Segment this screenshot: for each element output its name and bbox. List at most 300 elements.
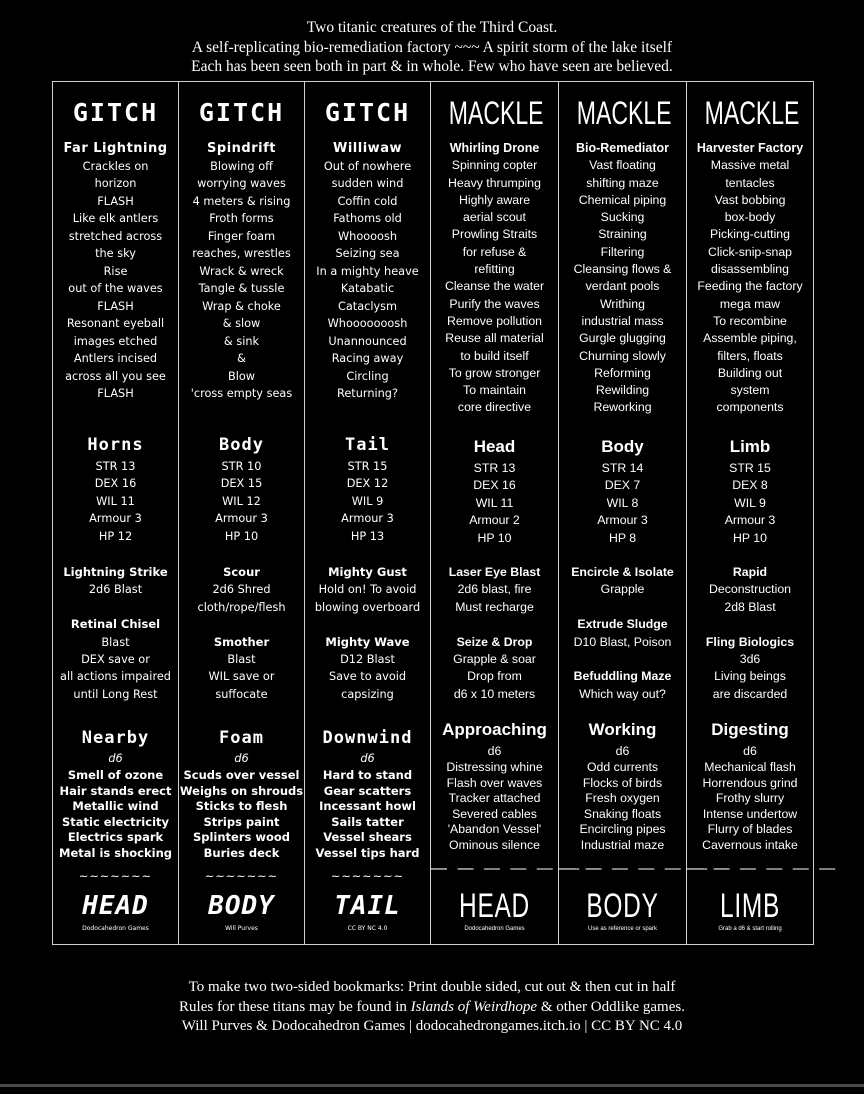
stat-line: STR 14 <box>601 461 644 475</box>
ability-line: blowing overboard <box>314 600 421 614</box>
stat-line: Armour 3 <box>597 513 648 528</box>
ability-line: 2d6 Blast <box>88 583 143 597</box>
description-line: Circling <box>346 369 389 383</box>
creature-name: Williwaw <box>333 141 402 156</box>
description-line: verdant pools <box>585 279 660 294</box>
stat-block <box>431 460 558 547</box>
divider-squiggle: ~~~~~~~ <box>78 870 153 883</box>
part-heading: Tail <box>345 435 390 455</box>
stat-line: DEX 12 <box>346 477 389 491</box>
bookmark-label: HEAD <box>82 891 149 921</box>
bookmark-credit: Will Purves <box>225 925 258 932</box>
description-line: disassembling <box>711 262 789 277</box>
column-title: MACKLE <box>576 95 672 131</box>
ability-line: 2d6 blast, fire <box>457 582 532 597</box>
ability-line: are discarded <box>712 686 788 701</box>
description-line: Whoooosh <box>337 229 398 243</box>
bookmark-column <box>559 82 711 944</box>
ability-line <box>687 616 813 633</box>
roll-table <box>305 726 430 885</box>
stat-line: STR 13 <box>95 460 136 473</box>
roll-table-row: 'Abandon Vessel' <box>447 822 542 836</box>
description-line: Antlers incised <box>73 352 158 365</box>
roll-table-row: Flash over waves <box>446 775 543 790</box>
roll-table-row: Mechanical flash <box>704 760 796 774</box>
ability-name: Encircle & Isolate <box>571 565 674 579</box>
description-line: Highly aware <box>458 192 531 207</box>
bookmark-label: BODY <box>586 887 659 925</box>
ability-line: Deconstruction <box>708 582 792 597</box>
ability-name: Rapid <box>732 565 768 579</box>
stat-line: WIL 11 <box>96 494 135 508</box>
abilities-block <box>559 564 686 703</box>
roll-table-row: Sticks to flesh <box>195 799 288 813</box>
ability-line <box>53 599 178 616</box>
ability-line: Must recharge <box>455 599 534 614</box>
stat-line: Armour 3 <box>89 512 142 526</box>
roll-table-row: Electrics spark <box>67 830 164 844</box>
description-line: Cleanse the water <box>444 279 545 294</box>
description-line: Purify the waves <box>449 296 540 311</box>
description-block <box>179 140 304 403</box>
stat-line: Armour 3 <box>724 513 776 528</box>
footer-line <box>0 998 864 1018</box>
creature-name: Harvester Factory <box>696 141 804 155</box>
description-line: Click-snip-snap <box>707 244 793 259</box>
description-line: Whooooooosh <box>327 317 408 330</box>
stat-line: STR 15 <box>347 460 388 473</box>
description-line: Reforming <box>594 365 651 380</box>
die-label: d6 <box>615 744 630 758</box>
description-line: to build itself <box>460 348 529 363</box>
ability-line: Blast <box>101 635 130 649</box>
roll-table-row: Vessel shears <box>323 830 412 844</box>
column-title: MACKLE <box>448 95 544 131</box>
ability-line: capsizing <box>341 687 394 701</box>
abilities-block <box>305 564 430 703</box>
description-line: Katabatic <box>340 282 395 295</box>
part-heading-block <box>559 436 686 458</box>
description-line: Crackles on <box>82 159 149 173</box>
roll-table-row: Encircling pipes <box>579 822 666 836</box>
roll-table-row: Severed cables <box>452 806 537 821</box>
bookmark-label: LIMB <box>719 887 781 925</box>
bookmark-credit: Dodocahedron Games <box>464 926 525 932</box>
description-line: sudden wind <box>331 177 404 190</box>
die-label: d6 <box>360 752 375 765</box>
stat-block <box>53 458 178 545</box>
stat-line: HP 8 <box>608 530 637 545</box>
description-line: reaches, wrestles <box>192 247 291 260</box>
ability-line: Grapple <box>600 582 645 597</box>
roll-table-title: Foam <box>219 728 264 748</box>
stat-line: HP 10 <box>224 529 259 543</box>
bookmark-credit: CC BY NC 4.0 <box>347 925 388 932</box>
ability-line: 3d6 <box>739 652 761 667</box>
description-line: stretched across <box>68 229 163 243</box>
roll-table-row: Metallic wind <box>72 799 159 813</box>
divider-squiggle: ~~~~~~~ <box>204 870 279 883</box>
description-line: Cleansing flows & <box>573 262 672 277</box>
roll-table-row: Odd currents <box>586 760 659 774</box>
description-line: Assemble piping, <box>703 331 797 346</box>
roll-table-row: Splinters wood <box>192 830 291 844</box>
roll-table-row: Vessel tips hard <box>315 845 420 860</box>
description-line: Churning slowly <box>579 348 666 363</box>
ability-line: Blast <box>227 653 256 667</box>
description-block <box>53 140 178 403</box>
die-label: d6 <box>487 744 502 758</box>
roll-table <box>687 718 839 877</box>
description-line: Unannounced <box>328 334 407 348</box>
roll-table-title: Downwind <box>322 728 413 748</box>
ability-name: Scour <box>223 565 260 579</box>
description-line: mega maw <box>719 296 781 311</box>
description-line: Feeding the factory <box>697 279 803 294</box>
description-line: & slow <box>222 317 261 330</box>
roll-table <box>179 726 304 885</box>
description-line: Spinning copter <box>451 158 538 173</box>
bookmark-footer <box>53 890 178 934</box>
ability-line: 2d6 Shred <box>212 583 271 597</box>
description-line: Vast floating <box>589 158 656 173</box>
creature-name: Whirling Drone <box>449 141 540 155</box>
description-line: Blowing off <box>210 159 273 173</box>
description-line: Reuse all material <box>445 331 544 346</box>
description-line: worrying waves <box>197 177 286 190</box>
roll-table-row: Flocks of birds <box>582 775 663 790</box>
stat-block <box>179 458 304 545</box>
description-line: the sky <box>95 247 136 260</box>
roll-table-row: Sails tatter <box>331 814 404 829</box>
die-label: d6 <box>743 744 757 758</box>
stat-line: WIL 9 <box>734 495 766 510</box>
description-line: refitting <box>474 262 515 277</box>
divider-squiggle: ~~~~~~~ <box>330 870 405 883</box>
part-heading: Body <box>601 437 644 456</box>
description-line: Returning? <box>337 387 398 400</box>
bookmark-footer <box>179 890 304 934</box>
description-line: Filtering <box>600 244 645 259</box>
part-heading-block <box>305 434 430 456</box>
description-line: Straining <box>598 227 647 242</box>
bookmark-column <box>431 82 583 944</box>
description-line: system <box>730 383 770 398</box>
stat-line: DEX 15 <box>220 477 263 491</box>
ability-line <box>559 651 686 668</box>
stat-line: STR 15 <box>729 461 771 475</box>
stat-block <box>305 458 430 545</box>
description-line: Out of nowhere <box>323 159 412 173</box>
stat-line: Armour 3 <box>341 512 394 526</box>
footer-line: To make two two-sided bookmarks: Print double sided, cut out & then cut in half <box>188 979 676 995</box>
part-heading: Limb <box>729 437 771 456</box>
ability-line <box>305 616 430 633</box>
ability-line: Grapple & soar <box>453 652 536 667</box>
ability-line: Hold on! To avoid <box>318 583 417 597</box>
stat-line: WIL 12 <box>222 494 261 508</box>
description-block <box>431 140 558 417</box>
description-line: To grow stronger <box>448 365 541 380</box>
header-line: Each has been seen both in part & in whole. Few who have seen are believed. <box>191 58 673 75</box>
description-line: Fathoms old <box>333 212 402 225</box>
bookmark-column <box>179 82 305 944</box>
part-heading: Horns <box>87 435 144 455</box>
stat-line: HP 13 <box>350 529 385 543</box>
stat-line: DEX 16 <box>473 478 516 493</box>
page-edge-divider <box>0 1084 864 1087</box>
description-line: components <box>716 400 784 415</box>
roll-table-row: Fresh oxygen <box>585 791 660 805</box>
ability-name: Retinal Chisel <box>70 617 161 632</box>
divider-squiggle: — — — — — — <box>559 860 711 877</box>
bookmark-credit: Dodocahedron Games <box>82 925 149 932</box>
description-line: Rise <box>103 264 128 278</box>
description-line: Building out <box>717 365 783 380</box>
part-heading-block <box>431 436 558 458</box>
description-line: Resonant eyeball <box>66 317 165 330</box>
abilities-block <box>687 564 813 703</box>
ability-line: D10 Blast, Poison <box>573 634 672 649</box>
stat-line: WIL 11 <box>475 495 514 510</box>
footer-text: Rules for these titans may be found in <box>179 998 411 1015</box>
ability-line: suffocate <box>215 687 268 701</box>
die-label: d6 <box>108 752 123 765</box>
header-line: Two titanic creatures of the Third Coast. <box>306 19 558 36</box>
description-line: Tangle & tussle <box>198 282 285 295</box>
creature-name: Far Lightning <box>63 141 168 156</box>
ability-name: Mighty Wave <box>325 634 410 649</box>
roll-table-row: Frothy slurry <box>715 791 785 805</box>
description-line: Finger foam <box>207 229 276 243</box>
description-block <box>687 140 813 417</box>
description-line: Coffin cold <box>337 194 398 208</box>
roll-table-row: Smell of ozone <box>67 768 164 782</box>
ability-name: Lightning Strike <box>63 565 168 579</box>
description-line: & sink <box>223 334 260 348</box>
description-line: Heavy thrumping <box>448 175 541 190</box>
stat-line: STR 13 <box>473 461 516 475</box>
column-title: GITCH <box>198 98 285 127</box>
description-line: filters, floats <box>717 348 783 363</box>
roll-table-row: Intense undertow <box>702 806 798 821</box>
bookmark-label: HEAD <box>459 887 530 925</box>
description-line: Writhing <box>600 296 645 311</box>
footer-text: & other Oddlike games. <box>537 998 685 1015</box>
roll-table-row: Cavernous intake <box>702 837 798 852</box>
description-line: Rewilding <box>595 383 650 398</box>
bookmark-credit: Use as reference or spark <box>587 926 658 932</box>
stat-line: HP 12 <box>98 529 133 543</box>
roll-table-title: Digesting <box>711 720 789 739</box>
roll-table-row: Hair stands erect <box>59 783 172 798</box>
bookmark-footer <box>559 887 686 934</box>
roll-table-row: Strips paint <box>203 814 280 829</box>
roll-table-row: Horrendous grind <box>702 775 798 790</box>
divider-squiggle: — — — — — — <box>687 860 839 877</box>
ability-line: all actions impaired <box>60 670 171 684</box>
description-line: box-body <box>724 210 776 225</box>
bookmark-table <box>52 81 839 945</box>
stat-line: HP 10 <box>477 530 512 545</box>
ability-name: Seize & Drop <box>456 634 533 649</box>
stat-line: WIL 9 <box>351 494 384 508</box>
roll-table-row: Hard to stand <box>322 768 413 782</box>
description-line: Remove pollution <box>446 313 542 328</box>
bookmark-footer <box>431 887 558 934</box>
ability-line <box>431 616 558 633</box>
bookmark-footer <box>305 890 430 934</box>
description-line: & <box>237 352 246 365</box>
part-heading: Head <box>473 437 516 456</box>
description-line: FLASH <box>97 194 134 208</box>
roll-table-row: Gear scatters <box>323 783 412 798</box>
stat-line: STR 10 <box>221 460 262 473</box>
stat-line: DEX 16 <box>94 477 137 491</box>
stat-block <box>687 460 813 547</box>
roll-table-row: Industrial maze <box>580 837 665 852</box>
stat-line: Armour 2 <box>469 513 520 528</box>
bookmark-column <box>53 82 179 944</box>
ability-line: until Long Rest <box>73 687 158 701</box>
description-line: Like elk antlers <box>72 212 159 225</box>
ability-name: Laser Eye Blast <box>448 565 541 579</box>
roll-table-row: Tracker attached <box>448 791 541 805</box>
column-title: MACKLE <box>704 95 800 131</box>
ability-line: 2d8 Blast <box>724 599 776 614</box>
description-line: core directive <box>457 400 532 415</box>
abilities-block <box>179 564 304 703</box>
description-line: Cataclysm <box>337 299 398 313</box>
description-line: To maintain <box>463 383 526 398</box>
footer-line: Will Purves & Dodocahedron Games | dodocahedrongames.itch.io | CC BY NC 4.0 <box>181 1018 683 1034</box>
ability-name: Extrude Sludge <box>577 617 668 632</box>
roll-table-title: Working <box>588 720 657 739</box>
abilities-block <box>431 564 558 703</box>
roll-table-row: Buries deck <box>203 845 280 860</box>
description-line: out of the waves <box>68 282 163 295</box>
bookmark-credit: Grab a d6 & start rolling <box>718 926 782 932</box>
header-line: A self-replicating bio-remediation factory ~~~ A spirit storm of the lake itself <box>191 38 673 56</box>
part-heading-block <box>53 434 178 456</box>
description-line: Wrack & wreck <box>199 264 284 278</box>
description-line: aerial scout <box>463 210 526 225</box>
stat-line: WIL 8 <box>606 495 639 510</box>
description-line: Seizing sea <box>335 247 400 260</box>
ability-line: DEX save or <box>81 653 150 667</box>
description-line: horizon <box>94 177 137 190</box>
description-line: Reworking <box>593 400 652 415</box>
bookmark-column <box>687 82 839 944</box>
ability-line: d6 x 10 meters <box>453 686 536 701</box>
roll-table-row: Distressing whine <box>446 760 543 774</box>
ability-name: Befuddling Maze <box>573 669 672 684</box>
part-heading-block <box>687 436 813 458</box>
description-line: Wrap & choke <box>202 299 281 313</box>
roll-table-title: Approaching <box>442 720 547 739</box>
roll-table-row: Incessant howl <box>319 799 416 813</box>
ability-line: D12 Blast <box>340 653 395 667</box>
column-title: GITCH <box>324 98 411 127</box>
die-label: d6 <box>234 752 249 765</box>
description-line: across all you see <box>65 369 166 383</box>
description-line: Blow <box>227 369 256 383</box>
description-line: In a mighty heave <box>316 264 419 278</box>
abilities-block <box>53 564 178 703</box>
description-line: industrial mass <box>581 313 664 328</box>
divider-squiggle: — — — — — — <box>431 860 583 877</box>
stat-line: DEX 8 <box>732 478 768 493</box>
roll-table-row: Weighs on shrouds <box>179 783 304 798</box>
roll-table-row: Ominous silence <box>449 837 540 852</box>
book-title: Islands of Weirdhope <box>410 998 538 1015</box>
description-line: for refuse & <box>462 244 527 259</box>
stat-line: Armour 3 <box>215 512 268 526</box>
roll-table <box>431 718 583 877</box>
description-line: Vast bobbing <box>714 192 786 207</box>
stat-line: HP 10 <box>733 530 767 545</box>
description-line: 'cross empty seas <box>190 387 293 400</box>
description-line: 4 meters & rising <box>192 194 291 208</box>
description-line: Prowling Straits <box>451 227 538 242</box>
description-line: Froth forms <box>209 212 274 225</box>
bookmark-label: TAIL <box>334 891 401 921</box>
description-line: Chemical piping <box>578 192 667 207</box>
stat-line: DEX 7 <box>604 478 641 493</box>
ability-line: Save to avoid <box>328 670 407 684</box>
description-line: To recombine <box>713 313 787 328</box>
description-line: FLASH <box>97 299 134 313</box>
ability-name: Fling Biologics <box>705 634 795 649</box>
description-line: tentacles <box>725 175 775 190</box>
roll-table <box>559 718 711 877</box>
ability-line: Drop from <box>467 669 522 684</box>
description-line: Sucking <box>600 210 645 225</box>
creature-name: Spindrift <box>207 141 276 156</box>
footer <box>0 978 864 1037</box>
description-line: Gurgle glugging <box>579 331 666 346</box>
description-line: shifting maze <box>586 175 659 190</box>
part-heading: Body <box>219 435 264 455</box>
header <box>0 18 864 77</box>
ability-line <box>559 599 686 616</box>
description-line: images etched <box>73 334 158 348</box>
description-line: Massive metal <box>710 158 790 173</box>
description-block <box>305 140 430 403</box>
stat-block <box>559 460 686 547</box>
ability-line <box>179 616 304 633</box>
roll-table-title: Nearby <box>81 728 150 748</box>
description-block <box>559 140 686 417</box>
roll-table <box>53 726 178 885</box>
description-line: Racing away <box>331 352 404 365</box>
ability-line: Which way out? <box>579 686 666 701</box>
roll-table-row: Scuds over vessel <box>183 768 300 782</box>
ability-line: WIL save or <box>208 670 275 684</box>
description-line: FLASH <box>97 387 134 400</box>
part-heading-block <box>179 434 304 456</box>
creature-name: Bio-Remediator <box>575 141 670 155</box>
roll-table-row: Metal is shocking <box>59 845 172 860</box>
description-line: Picking-cutting <box>710 227 790 242</box>
ability-name: Mighty Gust <box>328 565 407 579</box>
bookmark-footer <box>687 887 813 934</box>
roll-table-row: Flurry of blades <box>707 822 793 836</box>
ability-line: Living beings <box>714 669 786 684</box>
ability-line: cloth/rope/flesh <box>197 600 286 614</box>
ability-name: Smother <box>213 634 270 649</box>
bookmark-column <box>305 82 431 944</box>
